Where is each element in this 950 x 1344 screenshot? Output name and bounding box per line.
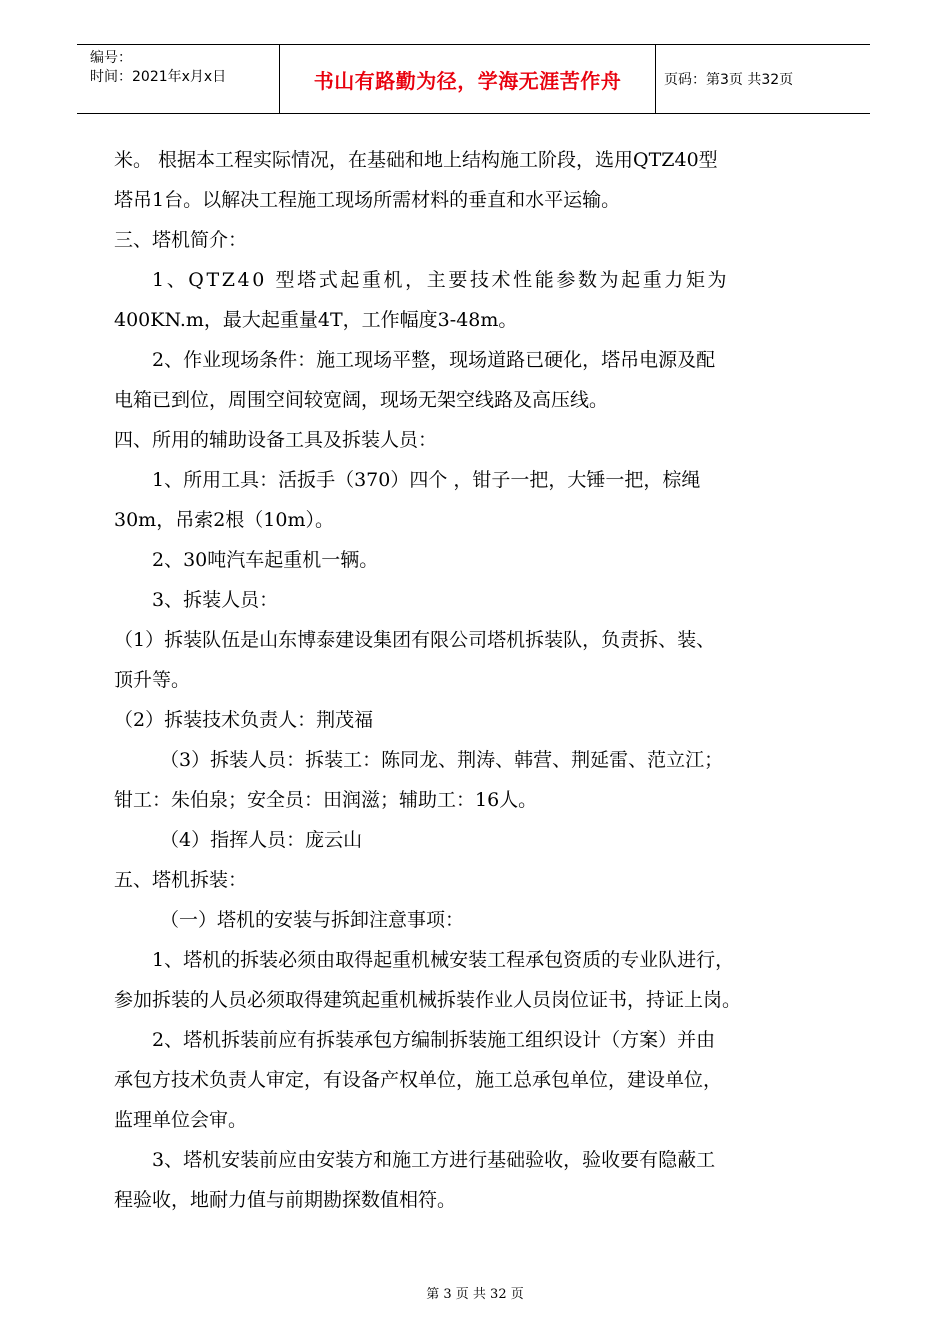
page-footer: 第 3 页 共 32 页 bbox=[426, 1287, 524, 1302]
subsection-heading: （一）塔机的安装与拆卸注意事项： bbox=[160, 909, 465, 931]
code-label: 编号： bbox=[90, 50, 132, 66]
body-line: 2、30吨汽车起重机一辆。 bbox=[152, 549, 379, 571]
body-line: 米。 根据本工程实际情况，在基础和地上结构施工阶段，选用QTZ40型 bbox=[114, 149, 718, 171]
body-line: （1）拆装队伍是山东博泰建设集团有限公司塔机拆装队，负责拆、装、 bbox=[114, 629, 716, 651]
body-line: 3、拆装人员： bbox=[152, 589, 279, 611]
body-line: 塔吊1台。以解决工程施工现场所需材料的垂直和水平运输。 bbox=[114, 189, 621, 211]
body-line: 3、塔机安装前应由安装方和施工方进行基础验收，验收要有隐蔽工 bbox=[152, 1149, 716, 1171]
body-line: 顶升等。 bbox=[114, 669, 191, 691]
body-line: （3）拆装人员：拆装工：陈同龙、荆涛、韩营、荆延雷、范立江； bbox=[160, 749, 724, 771]
header-meta-cell bbox=[77, 45, 280, 113]
body-line: 监理单位会审。 bbox=[114, 1109, 248, 1131]
body-line: 1、所用工具：活扳手（370）四个 ，钳子一把，大锤一把，棕绳 bbox=[152, 469, 701, 491]
body-line: 2、塔机拆装前应有拆装承包方编制拆装施工组织设计（方案）并由 bbox=[152, 1029, 716, 1051]
section-heading: 五、塔机拆装： bbox=[114, 869, 248, 891]
motto: 书山有路勤为径，学海无涯苦作舟 bbox=[280, 45, 656, 113]
body-line: 2、作业现场条件：施工现场平整，现场道路已硬化，塔吊电源及配 bbox=[152, 349, 716, 371]
body-line: 1、塔机的拆装必须由取得起重机械安装工程承包资质的专业队进行， bbox=[152, 949, 735, 971]
document-body bbox=[114, 140, 836, 1220]
section-heading: 四、所用的辅助设备工具及拆装人员： bbox=[114, 429, 438, 451]
body-line: 电箱已到位，周围空间较宽阔，现场无架空线路及高压线。 bbox=[114, 389, 609, 411]
body-line: （4）指挥人员：庞云山 bbox=[160, 829, 363, 851]
body-line: 30m，吊索2根（10m）。 bbox=[114, 509, 334, 531]
body-line: 程验收，地耐力值与前期勘探数值相符。 bbox=[114, 1189, 457, 1211]
body-line: 参加拆装的人员必须取得建筑起重机械拆装作业人员岗位证书，持证上岗。 bbox=[114, 989, 742, 1011]
body-line: 承包方技术负责人审定，有设备产权单位，施工总承包单位，建设单位， bbox=[114, 1069, 723, 1091]
body-line: 400KN.m，最大起重量4T，工作幅度3-48m。 bbox=[114, 309, 518, 331]
body-line: 1、QTZ40 型塔式起重机，主要技术性能参数为起重力矩为 bbox=[152, 269, 730, 291]
header-table bbox=[77, 44, 870, 114]
page-info: 页码：第3页 共32页 bbox=[664, 72, 794, 88]
body-line: （2）拆装技术负责人：荆茂福 bbox=[114, 709, 374, 731]
time-label: 时间：2021年x月x日 bbox=[90, 69, 227, 85]
section-heading: 三、塔机简介： bbox=[114, 229, 248, 251]
body-line: 钳工：朱伯泉；安全员：田润滋；辅助工：16人。 bbox=[114, 789, 538, 811]
